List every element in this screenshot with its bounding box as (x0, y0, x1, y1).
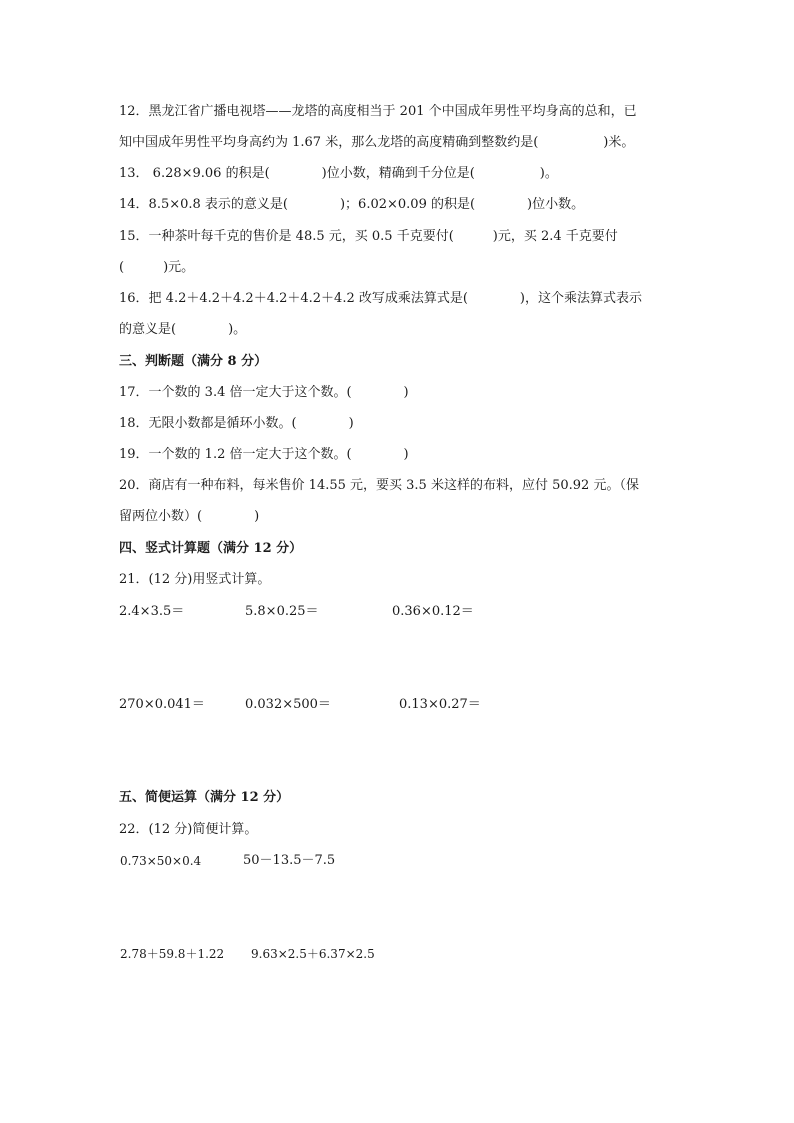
simplify-calc-item: 2.78＋59.8＋1.22 (120, 947, 225, 961)
question-16-line-1: 16．把 4.2＋4.2＋4.2＋4.2＋4.2＋4.2 改写成乘法算式是( )，这个乘法算式表示 (119, 291, 642, 306)
vertical-calc-item: 0.032×500＝ (245, 697, 331, 712)
section-3-heading: 三、判断题（满分 8 分） (119, 354, 268, 369)
question-20-line-2: 留两位小数）( ) (119, 509, 260, 524)
vertical-calc-item: 5.8×0.25＝ (245, 604, 319, 619)
question-21: 21．(12 分)用竖式计算。 (119, 572, 271, 587)
question-20-line-1: 20．商店有一种布料，每米售价 14.55 元，要买 3.5 米这样的布料，应付 50.92 元。（保 (119, 478, 639, 493)
simplify-calc-item: 0.73×50×0.4 (120, 854, 202, 868)
section-5-heading: 五、简便运算（满分 12 分） (119, 790, 290, 805)
simplify-calc-item: 50－13.5－7.5 (243, 853, 336, 868)
vertical-calc-item: 2.4×3.5＝ (119, 604, 185, 619)
question-22: 22．(12 分)简便计算。 (119, 822, 258, 837)
question-15-line-1: 15．一种茶叶每千克的售价是 48.5 元，买 0.5 千克要付( )元，买 2.4 千克要付 (119, 229, 618, 244)
section-4-heading: 四、竖式计算题（满分 12 分） (119, 541, 303, 556)
vertical-calc-item: 0.13×0.27＝ (399, 697, 481, 712)
question-12-line-2: 知中国成年男性平均身高约为 1.67 米，那么龙塔的高度精确到整数约是( )米。 (119, 135, 635, 150)
question-12-line-1: 12．黑龙江省广播电视塔——龙塔的高度相当于 201 个中国成年男性平均身高的总和，已 (119, 104, 637, 119)
question-18: 18．无限小数都是循环小数。( ) (119, 416, 354, 431)
vertical-calc-item: 270×0.041＝ (119, 697, 205, 712)
question-16-line-2: 的意义是( )。 (119, 322, 247, 337)
vertical-calc-item: 0.36×0.12＝ (392, 604, 474, 619)
question-17: 17．一个数的 3.4 倍一定大于这个数。( ) (119, 385, 409, 400)
simplify-calc-item: 9.63×2.5＋6.37×2.5 (251, 947, 375, 961)
question-13: 13． 6.28×9.06 的积是( )位小数，精确到千分位是( )。 (119, 166, 558, 181)
question-14: 14．8.5×0.8 表示的意义是( )；6.02×0.09 的积是( )位小数。 (119, 197, 585, 212)
question-15-line-2: ( )元。 (119, 260, 195, 275)
question-19: 19．一个数的 1.2 倍一定大于这个数。( ) (119, 447, 409, 462)
